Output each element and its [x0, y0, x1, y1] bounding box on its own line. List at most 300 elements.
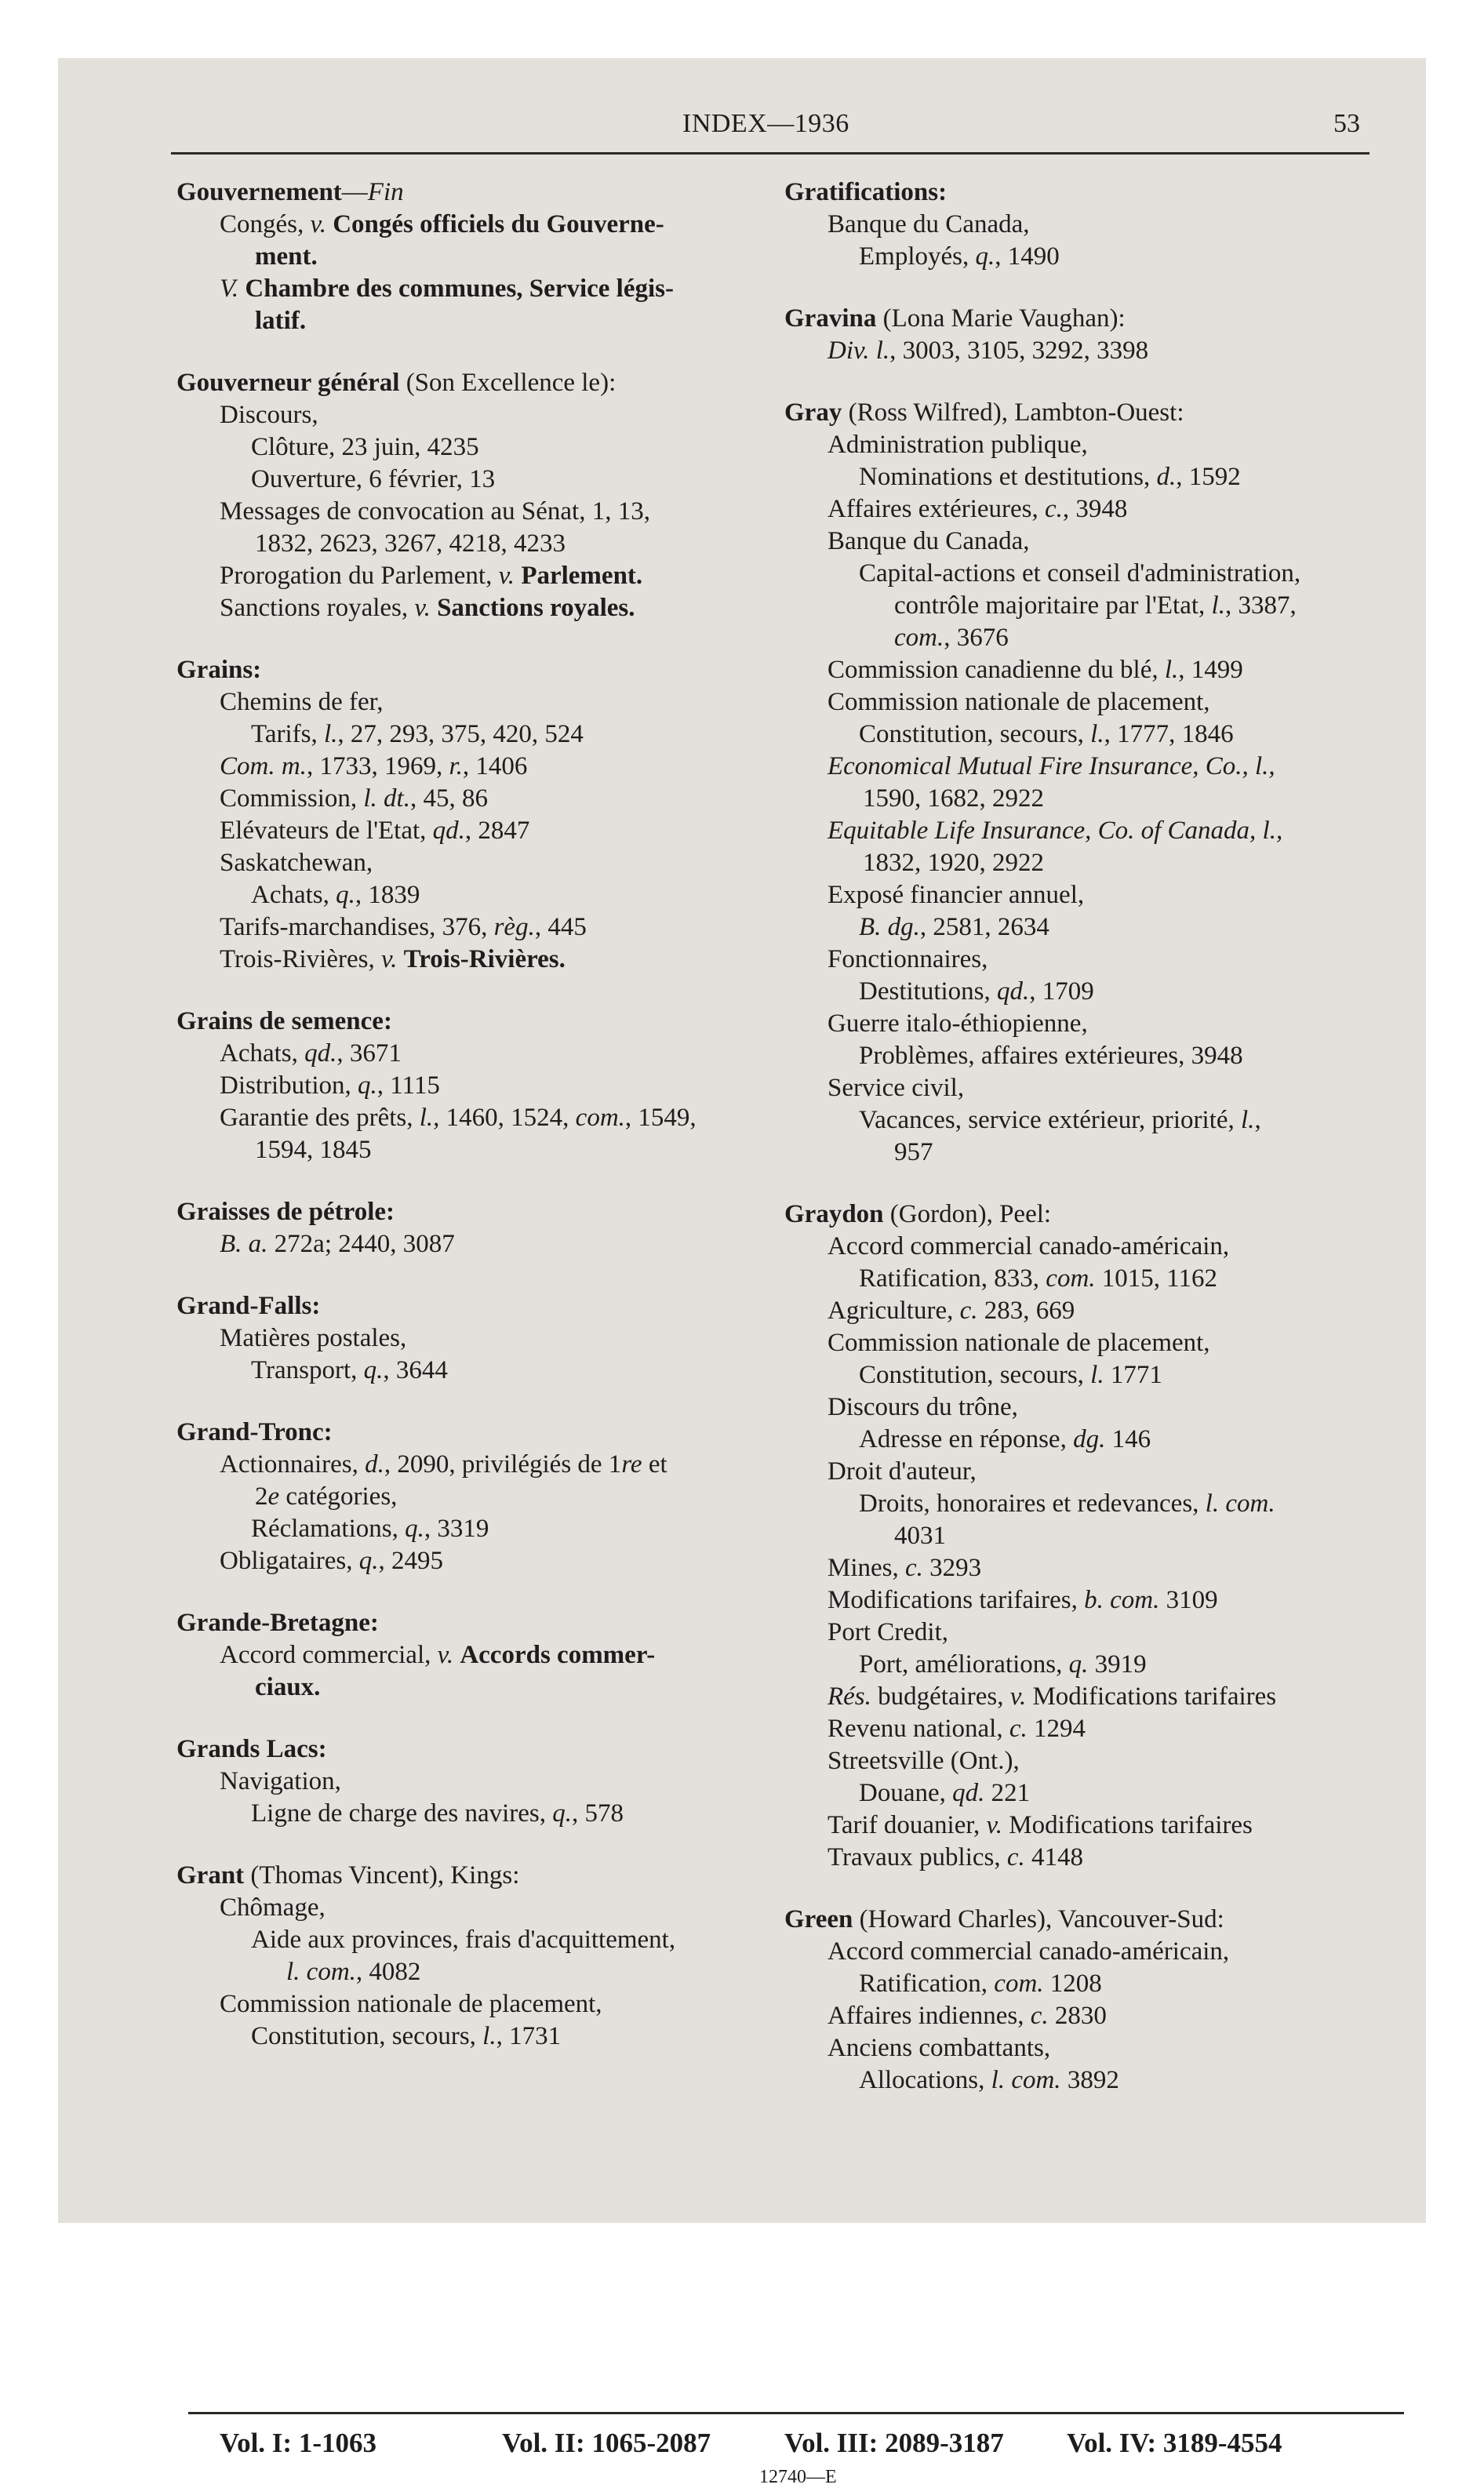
text-run: q.	[975, 242, 995, 271]
index-subentry	[176, 1639, 788, 1671]
index-subentry	[784, 209, 1380, 241]
text-run: v.	[310, 210, 333, 238]
text-run: , 3676	[944, 624, 1009, 652]
index-subentry	[784, 1713, 1380, 1745]
text-run: Réclamations,	[251, 1515, 406, 1543]
index-entry	[784, 176, 1380, 273]
index-subentry	[784, 1584, 1380, 1617]
index-subentry	[784, 944, 1380, 976]
index-subentry	[176, 783, 788, 815]
index-entry-heading	[784, 176, 1380, 209]
text-run: 1294	[1027, 1715, 1086, 1743]
text-run: r.	[449, 752, 463, 780]
index-subentry	[176, 1988, 788, 2021]
text-run: Constitution, secours,	[859, 1361, 1091, 1389]
text-run: c.	[959, 1297, 978, 1325]
text-run: Commission canadienne du blé,	[827, 656, 1165, 684]
text-run: l.	[1211, 591, 1225, 620]
text-run: Accords commer-	[460, 1641, 656, 1669]
index-subentry	[176, 751, 788, 783]
text-run: Trois-Rivières.	[403, 945, 566, 973]
index-entry-heading	[784, 1199, 1380, 1231]
text-run: Aide aux provinces, frais d'acquittement,	[251, 1926, 676, 1954]
index-entry	[176, 654, 788, 976]
index-subentry	[176, 560, 788, 592]
index-subentry	[784, 751, 1380, 783]
index-subentry	[176, 1134, 788, 1166]
text-run: Douane,	[859, 1779, 953, 1807]
text-run: l.	[1164, 656, 1179, 684]
text-run: Gouverneur général	[176, 369, 406, 397]
index-entry	[784, 1904, 1380, 2097]
text-run: com.	[994, 1970, 1044, 1998]
text-run: c.	[1009, 1715, 1028, 1743]
index-subentry	[176, 1924, 788, 1956]
text-run: Navigation,	[220, 1767, 341, 1795]
text-run: Achats,	[251, 881, 336, 909]
index-subentry	[176, 718, 788, 751]
volume-range	[784, 2428, 1067, 2459]
text-run: contrôle majoritaire par l'Etat,	[894, 591, 1212, 620]
text-run: B. dg.	[859, 913, 920, 941]
volume-label: Vol. II:	[502, 2428, 592, 2458]
text-run: Modifications tarifaires	[1026, 1682, 1277, 1711]
text-run: catégories,	[279, 1482, 398, 1511]
index-subentry	[176, 847, 788, 879]
text-run: budgétaires,	[871, 1682, 1010, 1711]
index-subentry	[784, 1456, 1380, 1488]
index-subentry	[784, 241, 1380, 273]
index-subentry	[176, 592, 788, 624]
index-subentry	[176, 1671, 788, 1704]
text-run: 1590, 1682, 2922	[863, 784, 1044, 813]
text-run: qd.	[952, 1779, 985, 1807]
index-subentry	[784, 815, 1380, 847]
text-run: (Howard Charles), Vancouver-Sud:	[859, 1905, 1224, 1933]
text-run: Constitution, secours,	[251, 2022, 483, 2050]
text-run: Tarifs-marchandises, 376,	[220, 913, 494, 941]
index-subentry	[784, 429, 1380, 461]
text-run: , 1731	[496, 2022, 562, 2050]
index-subentry	[784, 1327, 1380, 1359]
text-run: Fonctionnaires,	[827, 945, 988, 973]
index-subentry	[784, 1681, 1380, 1713]
text-run: com.	[894, 624, 944, 652]
text-run: Distribution,	[220, 1071, 358, 1100]
index-subentry	[784, 1137, 1380, 1169]
text-run: 146	[1105, 1425, 1151, 1453]
text-run: , 1499	[1178, 656, 1243, 684]
text-run: , 2495	[378, 1547, 444, 1575]
text-run: Port, améliorations,	[859, 1650, 1069, 1679]
text-run: Accord commercial canado-américain,	[827, 1232, 1230, 1260]
index-entry-heading	[176, 1733, 788, 1766]
text-run: , 1115	[376, 1071, 440, 1100]
index-entry	[176, 1196, 788, 1260]
text-run: qd.	[304, 1039, 337, 1068]
text-run: Problèmes, affaires extérieures, 3948	[859, 1042, 1243, 1070]
text-run: Prorogation du Parlement,	[220, 562, 499, 590]
text-run: b. com.	[1084, 1586, 1160, 1614]
index-subentry	[784, 1359, 1380, 1391]
index-subentry	[784, 1488, 1380, 1520]
text-run: 1771	[1104, 1361, 1162, 1389]
text-run: —	[341, 178, 368, 206]
text-run: dg.	[1073, 1425, 1106, 1453]
index-subentry	[784, 783, 1380, 815]
text-run: Grains de semence:	[176, 1007, 392, 1035]
index-subentry	[784, 558, 1380, 590]
text-run: Com. m.	[220, 752, 307, 780]
index-entry	[176, 1290, 788, 1387]
volume-range	[220, 2428, 502, 2459]
text-run: c.	[1030, 2002, 1049, 2030]
text-run: Chemins de fer,	[220, 688, 384, 716]
index-subentry	[176, 944, 788, 976]
text-run: Destitutions,	[859, 977, 998, 1006]
text-run: 2	[255, 1482, 268, 1511]
text-run: Clôture, 23 juin, 4235	[251, 433, 479, 461]
index-subentry	[176, 1798, 788, 1830]
text-run: 1594, 1845	[255, 1136, 372, 1164]
text-run: 221	[984, 1779, 1031, 1807]
text-run: , 1490	[995, 242, 1060, 271]
text-run: (Son Excellence le):	[406, 369, 617, 397]
index-subentry	[176, 1038, 788, 1070]
text-run: , 1839	[355, 881, 420, 909]
index-subentry	[784, 1263, 1380, 1295]
text-run: 2830	[1048, 2002, 1107, 2030]
index-subentry	[176, 815, 788, 847]
text-run: Capital-actions et conseil d'administration,	[859, 559, 1301, 587]
text-run: Graisses de pétrole:	[176, 1198, 395, 1226]
index-entry	[784, 397, 1380, 1169]
index-subentry	[784, 590, 1380, 622]
text-run: Tarif douanier,	[827, 1811, 987, 1839]
text-run: Obligataires,	[220, 1547, 359, 1575]
text-run: Nominations et destitutions,	[859, 463, 1157, 491]
text-run: Congés,	[220, 210, 311, 238]
index-subentry	[176, 496, 788, 528]
index-subentry	[784, 976, 1380, 1008]
text-run: Streetsville (Ont.),	[827, 1747, 1020, 1775]
text-run: com.	[1046, 1264, 1096, 1293]
index-subentry	[784, 2064, 1380, 2097]
text-run: Grands Lacs:	[176, 1735, 327, 1763]
text-run: Equitable Life Insurance, Co. of Canada, l.,	[827, 817, 1283, 845]
text-run: Mines,	[827, 1554, 905, 1582]
text-run: Port Credit,	[827, 1618, 948, 1646]
index-subentry	[784, 1810, 1380, 1842]
text-run: Gravina	[784, 304, 883, 333]
index-entry	[176, 1006, 788, 1166]
page-header-title: INDEX—1936	[682, 109, 849, 138]
text-run: Achats,	[220, 1039, 305, 1068]
text-run: Commission nationale de placement,	[220, 1990, 602, 2018]
index-subentry	[176, 209, 788, 241]
text-run: Allocations,	[859, 2066, 991, 2094]
text-run: Chômage,	[220, 1893, 326, 1922]
index-entry-heading	[176, 654, 788, 686]
text-run: (Lona Marie Vaughan):	[882, 304, 1126, 333]
text-run: 1832, 1920, 2922	[863, 849, 1044, 877]
text-run: Travaux publics,	[827, 1843, 1007, 1871]
text-run: l. com.	[286, 1958, 356, 1986]
text-run: v.	[437, 1641, 460, 1669]
volume-label: Vol. I:	[220, 2428, 299, 2458]
index-subentry	[784, 1295, 1380, 1327]
index-subentry	[784, 686, 1380, 718]
text-run: Trois-Rivières,	[220, 945, 381, 973]
text-run: Ratification,	[859, 1970, 995, 1998]
text-run: (Ross Wilfred), Lambton-Ouest:	[848, 398, 1184, 427]
text-run: q.	[363, 1356, 384, 1384]
text-run: Adresse en réponse,	[859, 1425, 1074, 1453]
footer-rule	[188, 2412, 1404, 2414]
text-run: , 1406	[462, 752, 528, 780]
text-run: Droit d'auteur,	[827, 1457, 977, 1486]
volume-page-range: 1-1063	[298, 2428, 376, 2458]
index-subentry	[784, 847, 1380, 879]
index-subentry	[176, 1322, 788, 1355]
volume-page-range: 1065-2087	[591, 2428, 711, 2458]
index-subentry	[176, 1355, 788, 1387]
text-run: c.	[1006, 1843, 1025, 1871]
text-run: 4148	[1024, 1843, 1084, 1871]
index-entry	[176, 1417, 788, 1577]
text-run: Discours du trône,	[827, 1393, 1018, 1421]
index-subentry	[784, 1391, 1380, 1424]
text-run: Anciens combattants,	[827, 2034, 1051, 2062]
text-run: Ouverture, 6 février, 13	[251, 465, 496, 493]
text-run: Droits, honoraires et redevances,	[859, 1490, 1206, 1518]
index-subentry	[784, 1617, 1380, 1649]
index-subentry	[784, 1072, 1380, 1104]
text-run: q.	[405, 1515, 424, 1543]
text-run: , 3948	[1062, 495, 1128, 523]
text-run: B. a.	[220, 1230, 268, 1258]
text-run: Employés,	[859, 242, 976, 271]
text-run: v.	[380, 945, 404, 973]
text-run: Commission nationale de placement,	[827, 1329, 1210, 1357]
volume-ranges	[220, 2428, 1396, 2459]
index-entry	[784, 303, 1380, 367]
text-run: q.	[358, 1547, 379, 1575]
index-column-right	[784, 176, 1380, 2126]
text-run: v.	[414, 594, 438, 622]
index-entry-heading	[176, 1417, 788, 1449]
text-run: Graydon	[784, 1200, 890, 1228]
text-run: , 2581, 2634	[919, 913, 1049, 941]
text-run: règ.	[493, 913, 535, 941]
text-run: Congés officiels du Gouverne-	[333, 210, 664, 238]
text-run: et	[642, 1450, 667, 1479]
index-subentry	[784, 1968, 1380, 2000]
text-run: l.	[1090, 720, 1104, 748]
index-subentry	[784, 2000, 1380, 2032]
index-entry	[176, 1733, 788, 1830]
text-run: Modifications tarifaires	[1002, 1811, 1253, 1839]
text-run: , 27, 293, 375, 420, 524	[337, 720, 584, 748]
text-run: d.	[1156, 463, 1177, 491]
volume-label: Vol. IV:	[1067, 2428, 1163, 2458]
index-subentry	[176, 1513, 788, 1545]
index-subentry	[784, 1552, 1380, 1584]
text-run: , 45, 86	[409, 784, 488, 813]
text-run: , 2847	[464, 817, 530, 845]
text-run: re	[621, 1450, 642, 1479]
text-run: Affaires extérieures,	[827, 495, 1046, 523]
text-run: v.	[1009, 1682, 1027, 1711]
index-subentry	[784, 879, 1380, 911]
text-run: Gratifications:	[784, 178, 948, 206]
index-subentry	[784, 1745, 1380, 1777]
index-subentry	[176, 241, 788, 273]
text-run: Banque du Canada,	[827, 527, 1030, 555]
text-run: ,	[1254, 1106, 1261, 1134]
text-run: , 3003, 3105, 3292, 3398	[889, 336, 1149, 365]
index-column-left	[176, 176, 788, 2082]
text-run: Tarifs,	[251, 720, 324, 748]
text-run: , 1733, 1969,	[306, 752, 449, 780]
index-subentry	[176, 1070, 788, 1102]
index-entry	[784, 1199, 1380, 1874]
index-entry	[176, 367, 788, 624]
text-run: 3109	[1159, 1586, 1218, 1614]
index-subentry	[176, 305, 788, 337]
index-subentry	[176, 464, 788, 496]
volume-range	[502, 2428, 784, 2459]
index-entry-heading	[176, 176, 788, 209]
text-run: qd.	[997, 977, 1030, 1006]
index-subentry	[176, 273, 788, 305]
text-run: c.	[905, 1554, 923, 1582]
index-entry-heading	[176, 367, 788, 399]
text-run: Accord commercial,	[220, 1641, 438, 1669]
volume-page-range: 2089-3187	[885, 2428, 1004, 2458]
volume-range	[1067, 2428, 1349, 2459]
text-run: , 3387,	[1224, 591, 1297, 620]
text-run: Guerre italo-éthiopienne,	[827, 1009, 1088, 1038]
index-entry-heading	[176, 1860, 788, 1892]
text-run: Grand-Falls:	[176, 1292, 321, 1320]
text-run: Green	[784, 1905, 860, 1933]
index-subentry	[784, 911, 1380, 944]
index-subentry	[784, 654, 1380, 686]
text-run: Commission nationale de placement,	[827, 688, 1210, 716]
text-run: Grand-Tronc:	[176, 1418, 333, 1446]
text-run: ciaux.	[255, 1673, 321, 1701]
index-subentry	[176, 1956, 788, 1988]
index-entry-heading	[784, 303, 1380, 335]
index-subentry	[784, 622, 1380, 654]
text-run: Gouvernement	[176, 178, 342, 206]
text-run: l.	[324, 720, 338, 748]
text-run: Modifications tarifaires,	[827, 1586, 1085, 1614]
text-run: q.	[358, 1071, 377, 1100]
index-subentry	[784, 1008, 1380, 1040]
text-run: Sanctions royales.	[437, 594, 635, 622]
text-run: , 3671	[336, 1039, 402, 1068]
text-run: Banque du Canada,	[827, 210, 1030, 238]
text-run: e	[267, 1482, 280, 1511]
index-subentry	[784, 335, 1380, 367]
text-run: q.	[552, 1799, 572, 1828]
text-run: latif.	[255, 307, 307, 335]
text-run: ment.	[255, 242, 318, 271]
text-run: Div. l.	[827, 336, 890, 365]
index-subentry	[176, 1766, 788, 1798]
index-entry	[176, 176, 788, 337]
index-entry-heading	[176, 1290, 788, 1322]
text-run: 1832, 2623, 3267, 4218, 4233	[255, 529, 566, 558]
text-run: , 578	[572, 1799, 624, 1828]
text-run: l. dt.	[363, 784, 410, 813]
text-run: 1015, 1162	[1095, 1264, 1218, 1293]
text-run: , 3644	[383, 1356, 448, 1384]
text-run: Administration publique,	[827, 431, 1088, 459]
text-run: Constitution, secours,	[859, 720, 1091, 748]
text-run: Rés.	[827, 1682, 871, 1711]
text-run: 1208	[1043, 1970, 1102, 1998]
text-run: Chambre des communes, Service légis-	[245, 275, 674, 303]
text-run: Ligne de charge des navires,	[251, 1799, 553, 1828]
volume-label: Vol. III:	[784, 2428, 886, 2458]
index-subentry	[176, 686, 788, 718]
index-subentry	[176, 1892, 788, 1924]
index-subentry	[784, 1936, 1380, 1968]
text-run: Fin	[367, 178, 404, 206]
text-run: d.	[365, 1450, 384, 1479]
text-run: v.	[986, 1811, 1002, 1839]
text-run: Discours,	[220, 401, 318, 429]
text-run: , 3319	[424, 1515, 489, 1543]
page-number: 53	[1333, 109, 1360, 138]
text-run: 3892	[1060, 2066, 1119, 2094]
text-run: , 1549,	[624, 1104, 697, 1132]
index-entry-heading	[176, 1006, 788, 1038]
text-run: com.	[575, 1104, 625, 1132]
index-subentry	[784, 493, 1380, 526]
index-entry-heading	[176, 1607, 788, 1639]
text-run: 283, 669	[977, 1297, 1075, 1325]
text-run: Actionnaires,	[220, 1450, 366, 1479]
text-run: l.	[419, 1104, 434, 1132]
text-run: Revenu national,	[827, 1715, 1009, 1743]
text-run: Commission,	[220, 784, 364, 813]
text-run: , 2090, privilégiés de 1	[384, 1450, 622, 1479]
index-subentry	[176, 1228, 788, 1260]
index-subentry	[784, 1520, 1380, 1552]
text-run: v.	[498, 562, 522, 590]
index-subentry	[784, 1777, 1380, 1810]
text-run: Affaires indiennes,	[827, 2002, 1031, 2030]
text-run: Grande-Bretagne:	[176, 1609, 379, 1637]
text-run: , 445	[534, 913, 587, 941]
index-subentry	[176, 2021, 788, 2053]
index-subentry	[784, 1231, 1380, 1263]
index-subentry	[176, 1481, 788, 1513]
index-subentry	[784, 526, 1380, 558]
text-run: Economical Mutual Fire Insurance, Co., l.,	[827, 752, 1275, 780]
index-subentry	[784, 1424, 1380, 1456]
text-run: 3293	[922, 1554, 982, 1582]
text-run: l. com.	[991, 2066, 1061, 2094]
index-subentry	[176, 911, 788, 944]
index-entry	[176, 1860, 788, 2053]
index-subentry	[176, 1102, 788, 1134]
text-run: (Thomas Vincent), Kings:	[250, 1861, 520, 1890]
